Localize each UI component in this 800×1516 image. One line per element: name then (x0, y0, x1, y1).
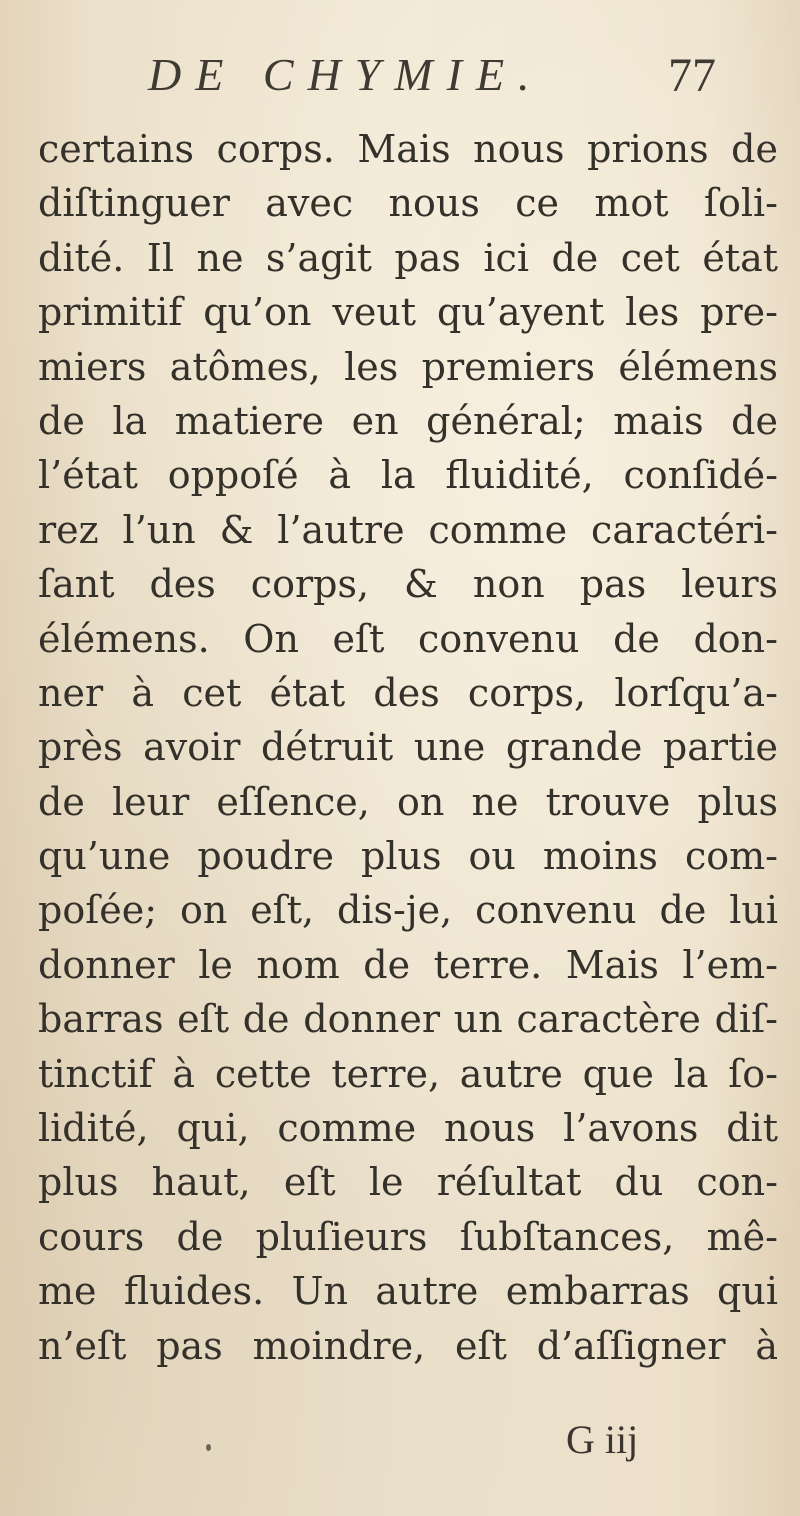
text-line: n’eſt pas moindre, eſt d’aſſigner à (38, 1323, 778, 1368)
text-line: ſant des corps, & non pas leurs (38, 562, 778, 607)
text-line: miers atômes, les premiers élémens (38, 344, 778, 389)
text-line: cours de pluſieurs ſubſtances, mê- (38, 1214, 778, 1259)
text-line: lidité, qui, comme nous l’avons dit (38, 1106, 778, 1151)
text-line: certains corps. Mais nous prions de (38, 127, 778, 171)
text-line: l’état oppoſé à la fluidité, conſidé- (38, 453, 778, 498)
page-header (0, 48, 800, 108)
text-line: tinctif à cette terre, autre que la ſo- (38, 1051, 778, 1096)
text-line: rez l’un & l’autre comme caractéri- (38, 507, 778, 552)
text-line: dité. Il ne s’agit pas ici de cet état (38, 235, 778, 280)
text-line: poſée; on eſt, dis-je, convenu de lui (38, 888, 778, 933)
text-line: me fluides. Un autre embarras qui (38, 1269, 778, 1314)
text-line: qu’une poudre plus ou moins com- (38, 834, 778, 879)
text-line: ner à cet état des corps, lorſqu’a- (38, 670, 778, 715)
text-line: primitif qu’on veut qu’ayent les pre- (38, 290, 778, 335)
page-number: 77 (668, 49, 716, 102)
signature-mark: G iij (566, 1417, 639, 1462)
text-line: barras eſt de donner un caractère diſ- (38, 997, 778, 1042)
text-line: élémens. On eſt convenu de don- (38, 616, 778, 661)
text-line: de leur eſſence, on ne trouve plus (38, 779, 778, 824)
body-text (38, 122, 778, 1373)
ink-speck (206, 1444, 211, 1451)
text-line: plus haut, eſt le réſultat du con- (38, 1160, 778, 1205)
text-line: de la matiere en général; mais de (38, 398, 778, 443)
text-line: donner le nom de terre. Mais l’em- (38, 942, 778, 987)
text-line: diſtinguer avec nous ce mot ſoli- (38, 181, 778, 226)
text-line: près avoir détruit une grande partie (38, 725, 778, 770)
running-title: DE CHYMIE. (148, 49, 544, 100)
